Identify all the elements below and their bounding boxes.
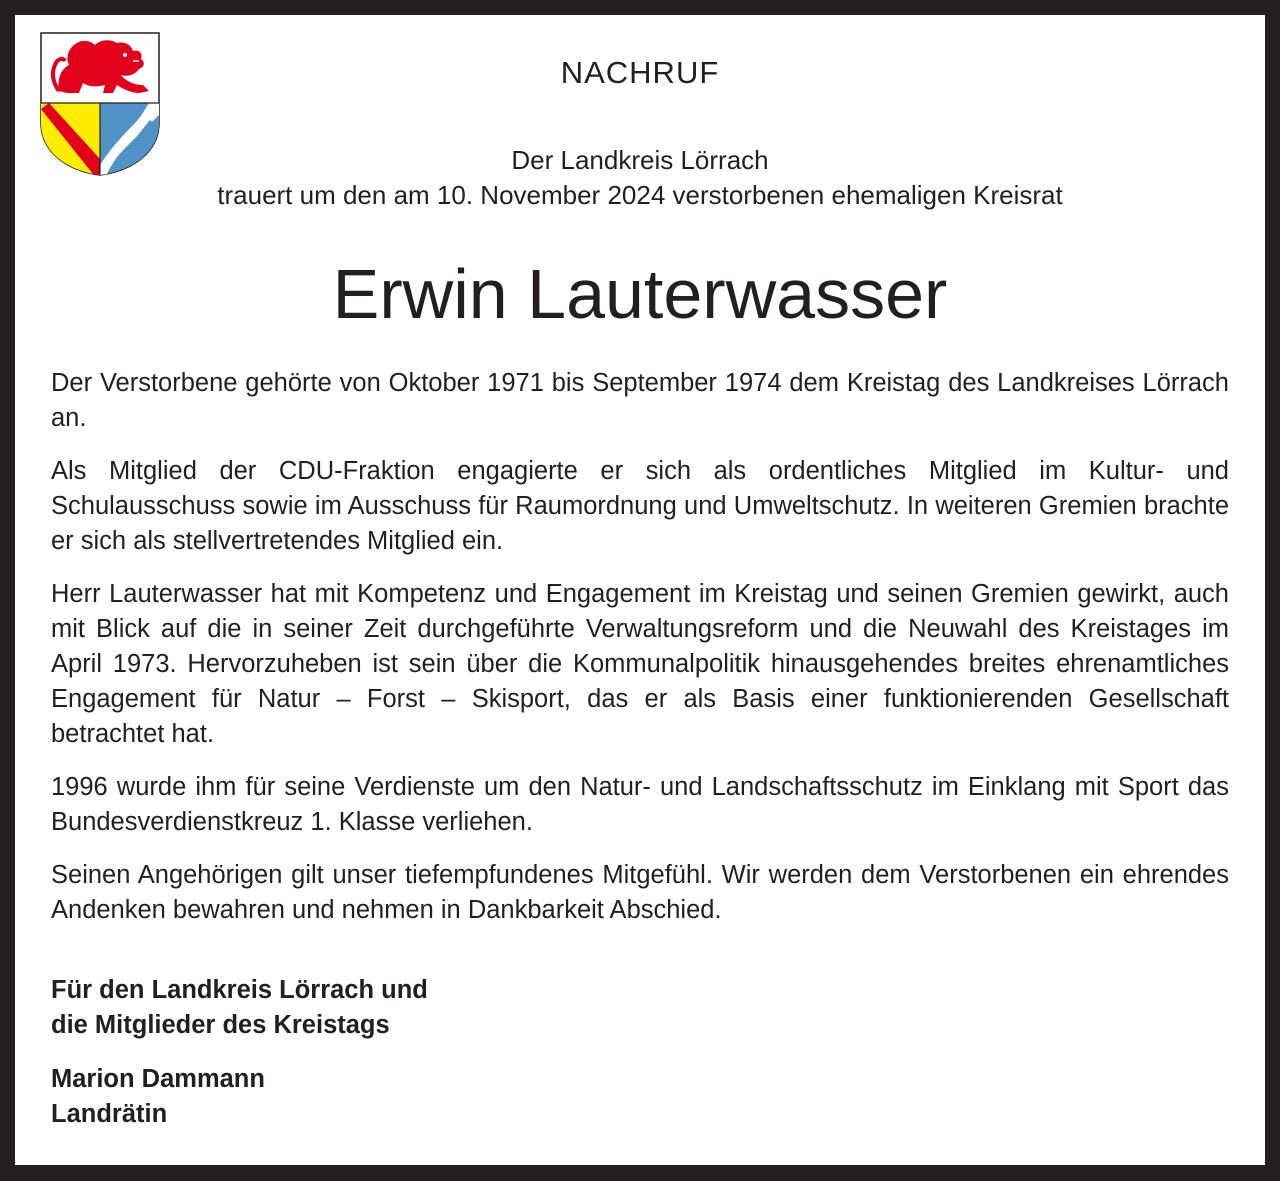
paragraph: Herr Lauterwasser hat mit Kompetenz und Engagement im Kreistag und seinen Gremien gewirkt, auch mit Blick auf die in seiner Zeit durchgeführte Verwaltungsreform und die Neuwahl des Kreistages im April 1973. Hervorzuheben ist sein über die Kommunalpolitik hinausgehendes breites ehrenamtliches Engagement für Natur – Forst – Skisport, das er als Basis einer funktionierenden Gesellschaft betrachtet hat. <box>51 580 1229 748</box>
paragraph: 1996 wurde ihm für seine Verdienste um den Natur- und Landschaftsschutz im Einklang mit Sport das Bundesverdienstkreuz 1. Klasse verliehen. <box>51 773 1229 836</box>
deceased-name: Erwin Lauterwasser <box>332 255 948 333</box>
paragraph: Als Mitglied der CDU-Fraktion engagierte er sich als ordentliches Mitglied im Kultur- und Schulausschuss sowie im Ausschuss für Raumordnung und Umweltschutz. In weiteren Gremien brachte er sich als stellvertretendes Mitglied ein. <box>51 457 1229 555</box>
signature-block <box>51 973 428 1151</box>
paragraph: Der Verstorbene gehörte von Oktober 1971 bis September 1974 dem Kreistag des Landkreises Lörrach an. <box>51 369 1229 432</box>
obituary-notice <box>15 15 1265 1165</box>
notice-heading: NACHRUF <box>560 55 720 90</box>
signature-line-2: die Mitglieder des Kreistags <box>51 1011 390 1039</box>
paragraph: Seinen Angehörigen gilt unser tiefempfundenes Mitgefühl. Wir werden dem Verstorbenen ein ehrendes Andenken bewahren und nehmen in Dankbarkeit Abschied. <box>51 861 1229 924</box>
signer-title: Landrätin <box>51 1100 168 1128</box>
on-behalf-of <box>51 973 428 1043</box>
notice-intro <box>15 143 1265 213</box>
intro-line-1: Der Landkreis Lörrach <box>511 145 769 175</box>
signer-name: Marion Dammann <box>51 1065 265 1093</box>
signature-line-1: Für den Landkreis Lörrach und <box>51 976 428 1004</box>
signer <box>51 1062 428 1132</box>
notice-body <box>51 366 1229 946</box>
intro-line-2: trauert um den am 10. November 2024 verstorbenen ehemaligen Kreisrat <box>217 180 1063 210</box>
